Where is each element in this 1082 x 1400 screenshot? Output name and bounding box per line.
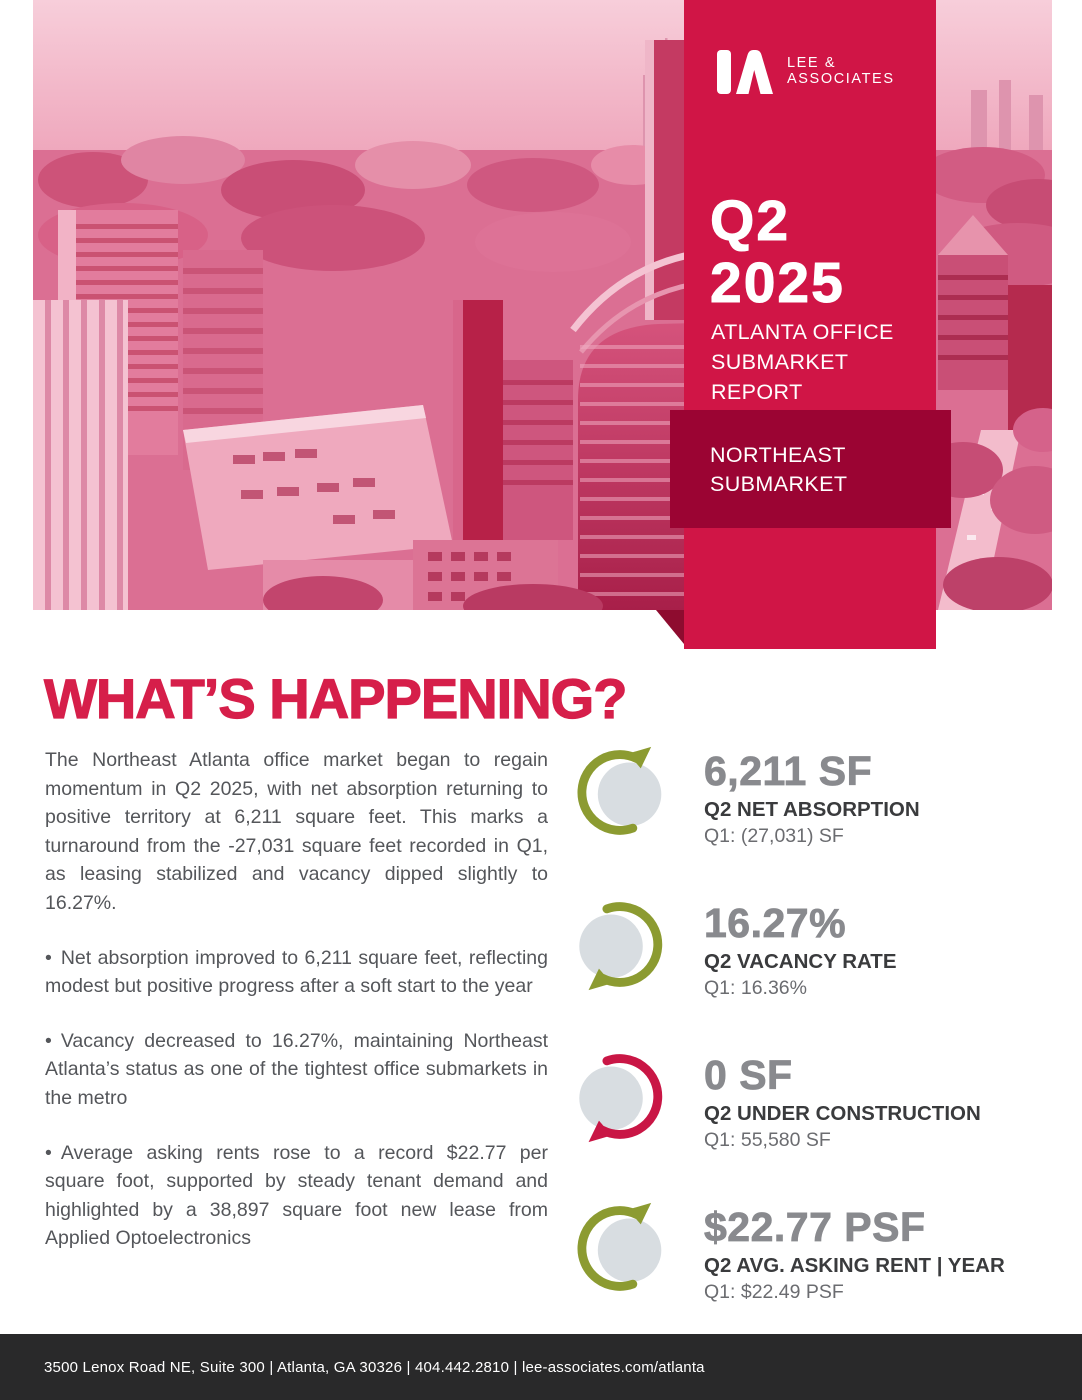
intro-paragraph: The Northeast Atlanta office market began to regain momentum in Q2 2025, with net absorption returning to positive territory at 6,211 square feet. This marks a turnaround from the -27,031 square feet recorded in Q1, as leasing stabilized and vacancy dipped slightly to 16.27%. [45, 749, 548, 914]
footer-contact-text: 3500 Lenox Road NE, Suite 300 | Atlanta, GA 30326 | 404.442.2810 | lee-associates.com/atlanta [44, 1358, 705, 1376]
logo-wordmark-line1: LEE & [787, 55, 837, 71]
trend-down-circular-arrow-icon [574, 1048, 671, 1145]
bullet-glyph: • [45, 946, 52, 969]
logo-wordmark-line2: ASSOCIATES [787, 71, 895, 87]
stat-under-construction [574, 1048, 1054, 1154]
stat-value: 6,211 SF [704, 748, 873, 794]
page-title: WHAT’S HAPPENING? [44, 667, 627, 730]
submarket-banner [670, 410, 951, 528]
bullet-text: Net absorption improved to 6,211 square feet, reflecting modest but positive progress after a soft start to the year [45, 946, 548, 998]
stat-label: Q2 NET ABSORPTION [704, 798, 920, 821]
report-title-line2: SUBMARKET REPORT [711, 350, 849, 404]
bullet-text: Vacancy decreased to 16.27%, maintaining Northeast Atlanta’s status as one of the tightest office submarkets in the metro [45, 1029, 548, 1109]
stat-value: 16.27% [704, 900, 847, 946]
stat-prior: Q1: $22.49 PSF [704, 1281, 844, 1303]
stat-vacancy-rate [574, 896, 1054, 1002]
bullet-item [45, 944, 548, 1001]
lee-associates-logo [716, 50, 895, 94]
bullet-item [45, 1139, 548, 1253]
submarket-line1: NORTHEAST [710, 443, 846, 467]
year-label: 2025 [710, 251, 845, 315]
stat-net-absorption [574, 744, 1054, 850]
stat-prior: Q1: (27,031) SF [704, 825, 844, 847]
trend-down-circular-arrow-icon [574, 896, 671, 993]
stat-label: Q2 VACANCY RATE [704, 950, 897, 973]
bullet-text: Average asking rents rose to a record $22.77 per square foot, supported by steady tenant demand and highlighted by a 38,897 square foot new lease from Applied Optoelectronics [45, 1141, 548, 1250]
footer-bar [0, 1334, 1082, 1400]
logo-wordmark [787, 50, 895, 87]
bullet-item [45, 1027, 548, 1113]
report-title-line1: ATLANTA OFFICE [711, 320, 894, 344]
trend-up-circular-arrow-icon [574, 1200, 671, 1297]
lee-associates-logo-icon [716, 50, 780, 94]
quarter-year-title [710, 190, 845, 314]
stat-label: Q2 AVG. ASKING RENT | YEAR [704, 1254, 1005, 1277]
trend-up-circular-arrow-icon [574, 744, 671, 841]
summary-copy [45, 746, 548, 1279]
stat-prior: Q1: 16.36% [704, 977, 807, 999]
bullet-glyph: • [45, 1141, 52, 1164]
fold-accent [656, 610, 684, 644]
stat-prior: Q1: 55,580 SF [704, 1129, 831, 1151]
stat-value: 0 SF [704, 1052, 793, 1098]
kpi-stats [574, 744, 1054, 1352]
stat-asking-rent [574, 1200, 1054, 1306]
stat-value: $22.77 PSF [704, 1204, 926, 1250]
cover-panel [684, 0, 936, 649]
report-title [711, 317, 936, 407]
quarter-label: Q2 [710, 189, 791, 253]
bullet-glyph: • [45, 1029, 52, 1052]
stat-label: Q2 UNDER CONSTRUCTION [704, 1102, 981, 1125]
submarket-line2: SUBMARKET [710, 472, 848, 496]
